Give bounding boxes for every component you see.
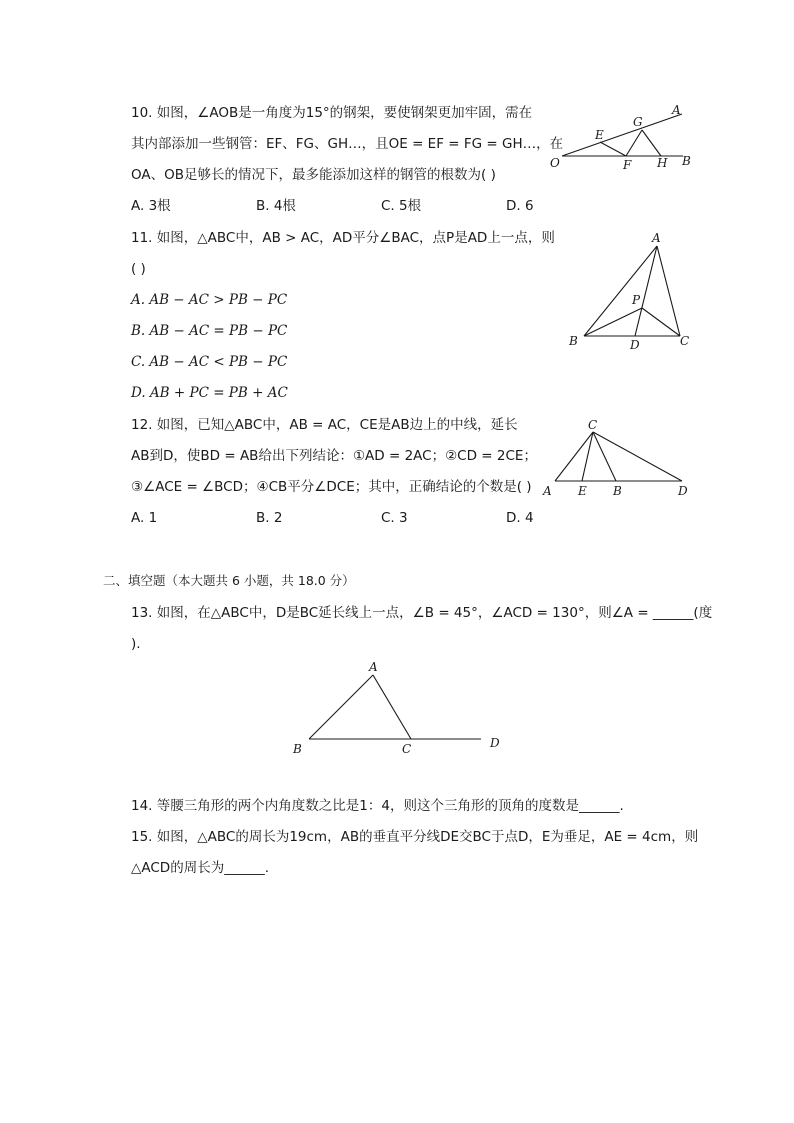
q12-line-1: 12. 如图，已知△ABC中，AB = AC，CE是AB边上的中线，延长 xyxy=(131,417,518,433)
label-c: C xyxy=(402,742,412,756)
segment-cb xyxy=(593,432,616,481)
label-p: P xyxy=(632,293,641,307)
q12-figure xyxy=(540,415,700,505)
label-f: F xyxy=(623,158,632,172)
q15-line-2: △ACD的周长为______. xyxy=(131,860,269,876)
q12-option-a: A. 1 xyxy=(131,510,158,526)
label-d: D xyxy=(630,338,640,352)
section-heading: 二、填空题（本大题共 6 小题，共 18.0 分） xyxy=(103,573,355,588)
ray-oa xyxy=(562,114,682,156)
label-c: C xyxy=(680,334,690,348)
q10-figure xyxy=(540,96,700,176)
q12-option-b: B. 2 xyxy=(256,510,283,526)
segment-pb xyxy=(584,308,642,336)
label-d: D xyxy=(490,736,500,750)
label-b: B xyxy=(569,334,578,348)
label-g: G xyxy=(633,115,643,129)
segment-gh xyxy=(642,130,661,156)
label-h: H xyxy=(657,156,668,170)
q12-option-d: D. 4 xyxy=(506,510,534,526)
q13-line-2: ). xyxy=(131,636,141,652)
q10-option-a: A. 3根 xyxy=(131,198,171,214)
label-b: B xyxy=(613,484,622,498)
label-a: A xyxy=(369,660,378,674)
q11-option-d: D. AB + PC = PB + AC xyxy=(131,385,288,401)
q12-line-3: ③∠ACE = ∠BCD；④CB平分∠DCE；其中，正确结论的个数是( ) xyxy=(131,479,532,495)
q13-figure xyxy=(285,655,515,760)
q10-option-d: D. 6 xyxy=(506,198,534,214)
label-c: C xyxy=(588,418,598,432)
segment-ef xyxy=(600,142,626,156)
segment-ac xyxy=(373,675,411,739)
label-e: E xyxy=(595,128,604,142)
q12-line-2: AB到D，使BD = AB给出下列结论：①AD = 2AC；②CD = 2CE； xyxy=(131,448,537,464)
q11-option-b: B. AB − AC = PB − PC xyxy=(131,323,288,339)
q14-line-1: 14. 等腰三角形的两个内角度数之比是1：4，则这个三角形的顶角的度数是______. xyxy=(131,798,624,814)
q15-line-1: 15. 如图，△ABC的周长为19cm，AB的垂直平分线DE交BC于点D，E为垂足，AE = 4cm，则 xyxy=(131,829,699,845)
label-d: D xyxy=(678,484,688,498)
q11-line-2: ( ) xyxy=(131,261,146,277)
q12-option-c: C. 3 xyxy=(381,510,408,526)
q10-option-b: B. 4根 xyxy=(256,198,296,214)
label-b: B xyxy=(293,742,302,756)
q13-line-1: 13. 如图，在△ABC中，D是BC延长线上一点，∠B = 45°，∠ACD = 130°，则∠A = ______(度 xyxy=(131,605,713,621)
segment-ac xyxy=(657,246,680,336)
label-o: O xyxy=(550,156,560,170)
label-a: A xyxy=(672,103,681,117)
label-a: A xyxy=(652,231,661,245)
q11-line-1: 11. 如图，△ABC中，AB > AC，AD平分∠BAC，点P是AD上一点，则 xyxy=(131,230,555,246)
q10-line-1: 10. 如图，∠AOB是一角度为15°的钢架，要使钢架更加牢固，需在 xyxy=(131,105,533,121)
q11-option-a: A. AB − AC > PB − PC xyxy=(131,292,288,308)
q10-line-2: 其内部添加一些钢管：EF、FG、GH…，且OE = EF = FG = GH…，在 xyxy=(131,136,564,152)
segment-cd xyxy=(593,432,682,481)
segment-ab xyxy=(309,675,373,739)
q10-line-3: OA、OB足够长的情况下，最多能添加这样的钢管的根数为( ) xyxy=(131,167,496,183)
segment-fg xyxy=(626,130,642,156)
q11-option-c: C. AB − AC < PB − PC xyxy=(131,354,288,370)
label-a: A xyxy=(543,484,552,498)
label-e: E xyxy=(578,484,587,498)
label-b: B xyxy=(682,154,691,168)
q11-figure xyxy=(560,228,700,358)
q10-option-c: C. 5根 xyxy=(381,198,422,214)
